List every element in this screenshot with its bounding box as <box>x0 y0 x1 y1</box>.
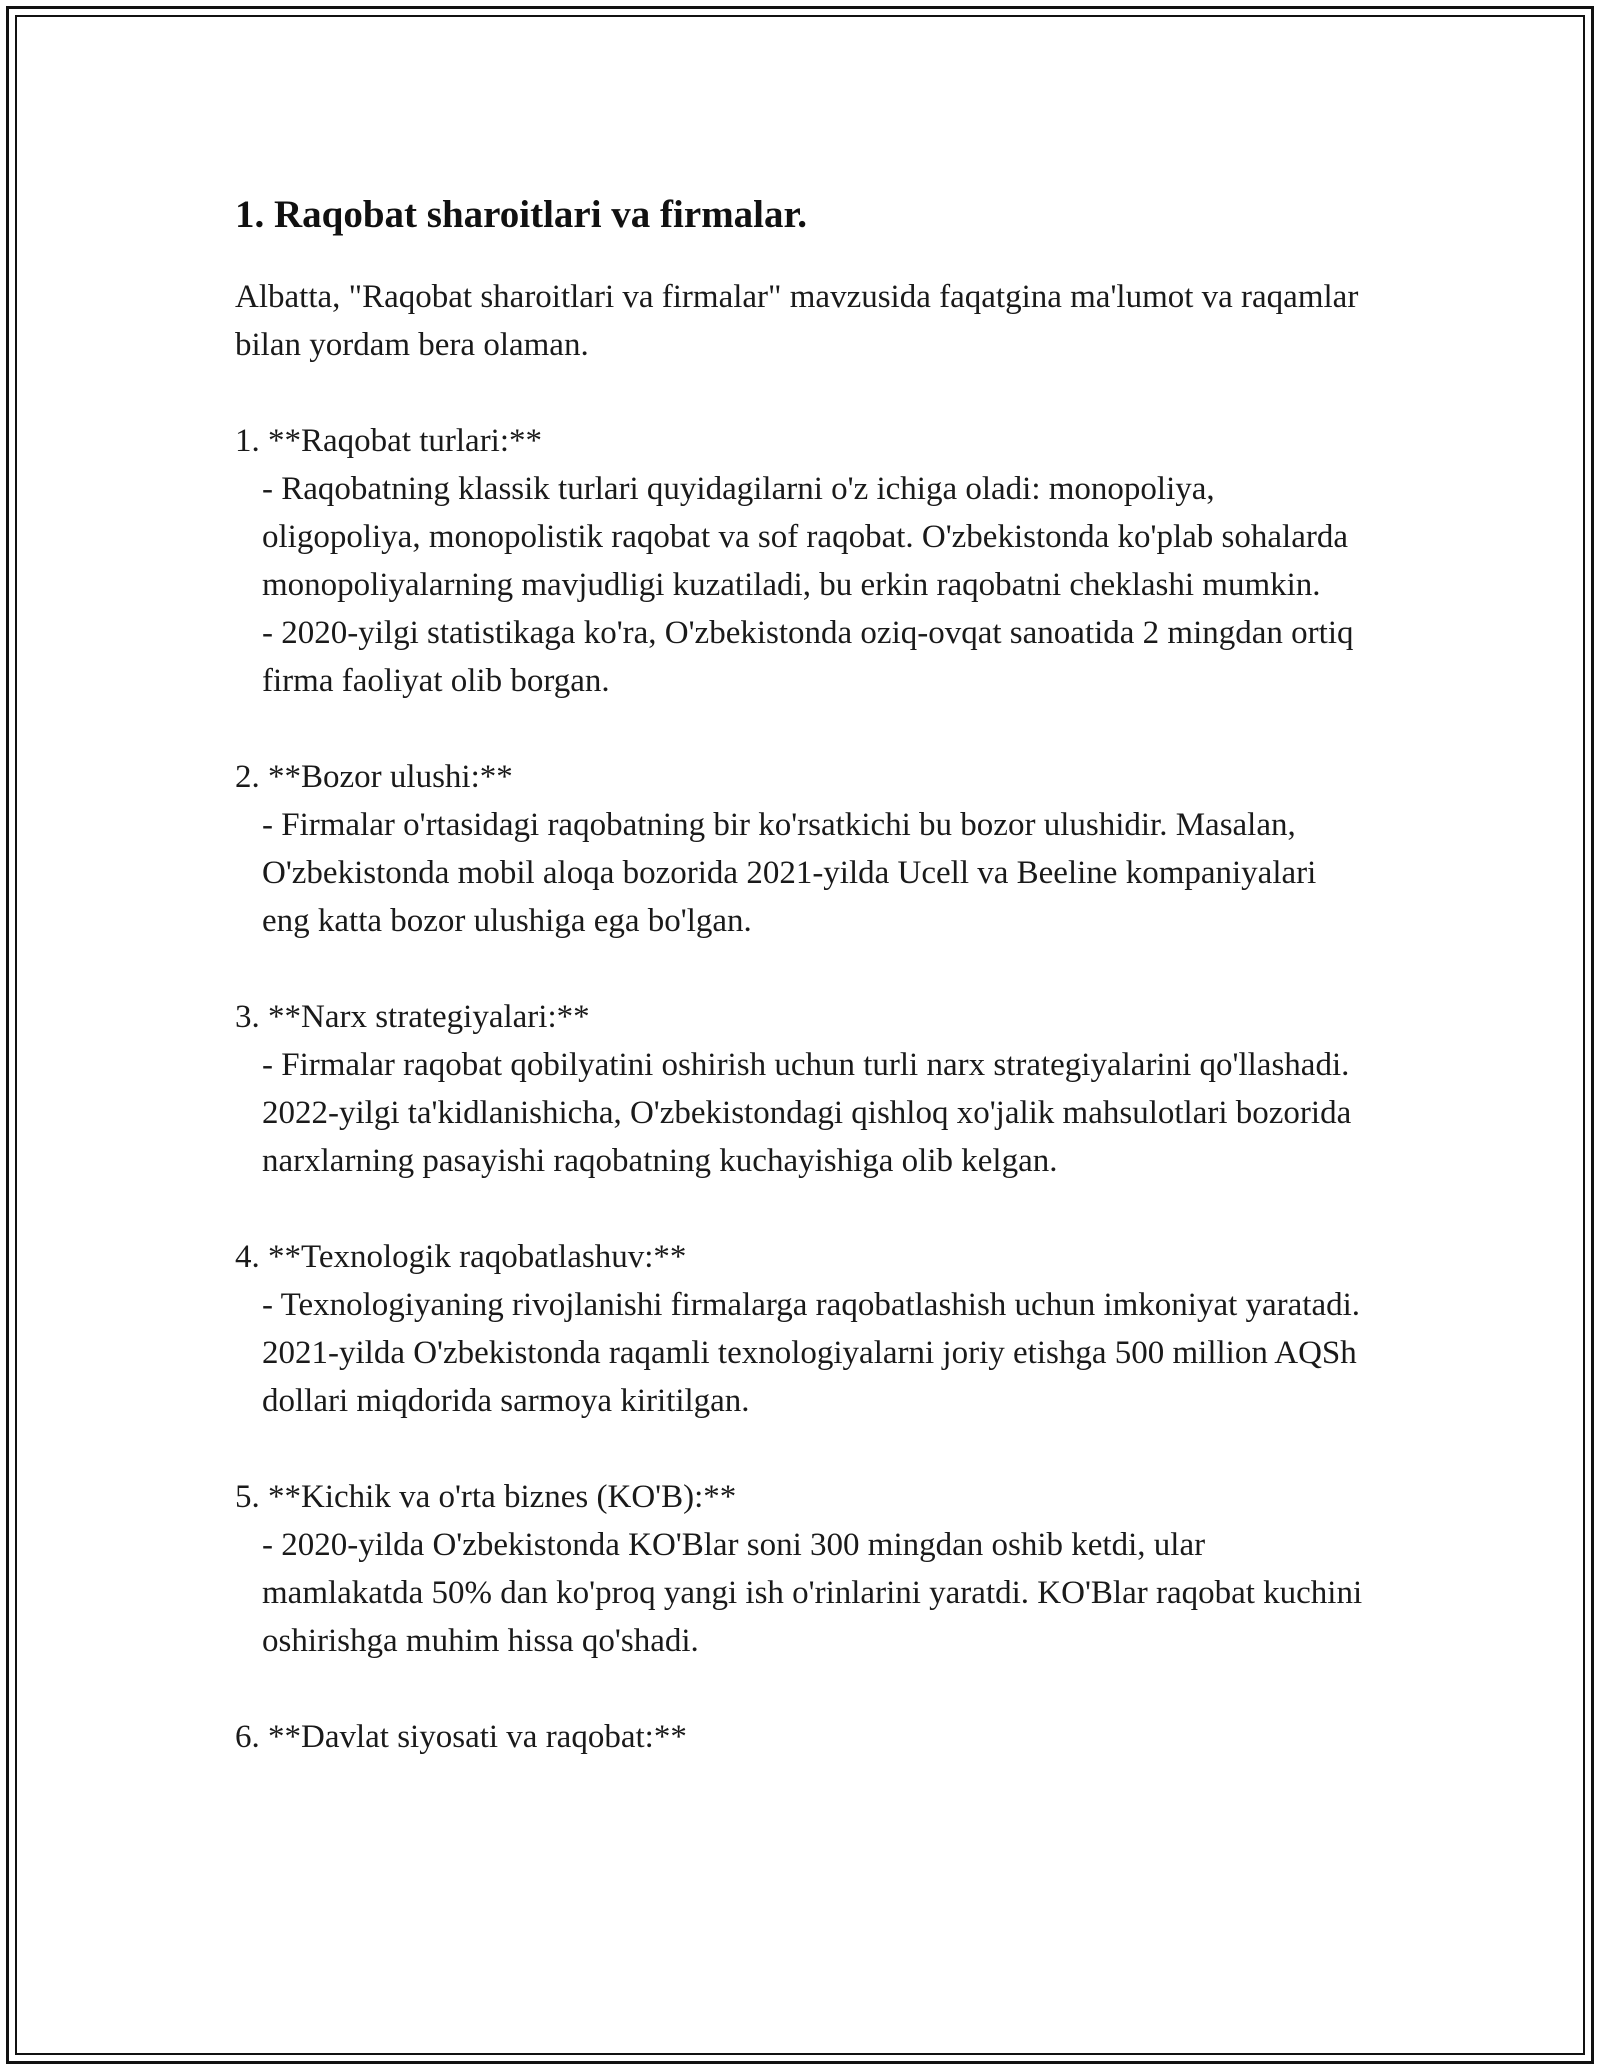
section-bullet: - 2020-yilda O'zbekistonda KO'Blar soni 300 mingdan oshib ketdi, ular mamlakatda 50% dan ko'proq yangi ish o'rinlarini yaratdi. KO'Blar raqobat kuchini oshirishga muhim hissa qo'shadi. <box>262 1527 1371 1659</box>
section-bullet: - Firmalar raqobat qobilyatini oshirish uchun turli narx strategiyalarini qo'llashadi. 2022-yilgi ta'kidlanishicha, O'zbekistondagi qishloq xo'jalik mahsulotlari bozorida narxlarning pasayishi raqobatning kuchayishiga olib kelgan. <box>262 1047 1360 1179</box>
spacer <box>235 369 1365 417</box>
spacer <box>235 705 1365 753</box>
section-bullet: - Raqobatning klassik turlari quyidagilarni o'z ichiga oladi: monopoliya, oligopoliya, monopolistik raqobat va sof raqobat. O'zbekistonda ko'plab sohalarda monopoliyalarning mavjudligi kuzatiladi, bu erkin raqobatni cheklashi mumkin. <box>262 471 1357 603</box>
section-heading: 1. **Raqobat turlari:** <box>235 423 543 459</box>
intro-paragraph: Albatta, "Raqobat sharoitlari va firmalar" mavzusida faqatgina ma'lumot va raqamlar bilan yordam bera olaman. <box>235 279 1367 363</box>
spacer <box>235 1425 1365 1473</box>
section-heading: 2. **Bozor ulushi:** <box>235 759 513 795</box>
section-heading: 6. **Davlat siyosati va raqobat:** <box>235 1719 687 1755</box>
document-body <box>235 185 1371 1761</box>
section-heading: 3. **Narx strategiyalari:** <box>235 999 590 1035</box>
section-bullet: - Texnologiyaning rivojlanishi firmalarga raqobatlashish uchun imkoniyat yaratadi. 2021-yilda O'zbekistonda raqamli texnologiyalarni joriy etishga 500 million AQSh dollari miqdorida sarmoya kiritilgan. <box>262 1287 1369 1419</box>
spacer <box>235 945 1365 993</box>
spacer <box>235 1665 1365 1713</box>
section-heading: 5. **Kichik va o'rta biznes (KO'B):** <box>235 1479 737 1515</box>
section-bullet: - Firmalar o'rtasidagi raqobatning bir ko'rsatkichi bu bozor ulushidir. Masalan, O'zbekistonda mobil aloqa bozorida 2021-yilda Ucell va Beeline kompaniyalari eng katta bozor ulushiga ega bo'lgan. <box>262 807 1325 939</box>
document-title: 1. Raqobat sharoitlari va firmalar. <box>235 193 807 236</box>
section-bullet: - 2020-yilgi statistikaga ko'ra, O'zbekistonda oziq-ovqat sanoatida 2 mingdan ortiq firma faoliyat olib borgan. <box>262 615 1362 699</box>
spacer <box>235 1185 1365 1233</box>
section-heading: 4. **Texnologik raqobatlashuv:** <box>235 1239 687 1275</box>
